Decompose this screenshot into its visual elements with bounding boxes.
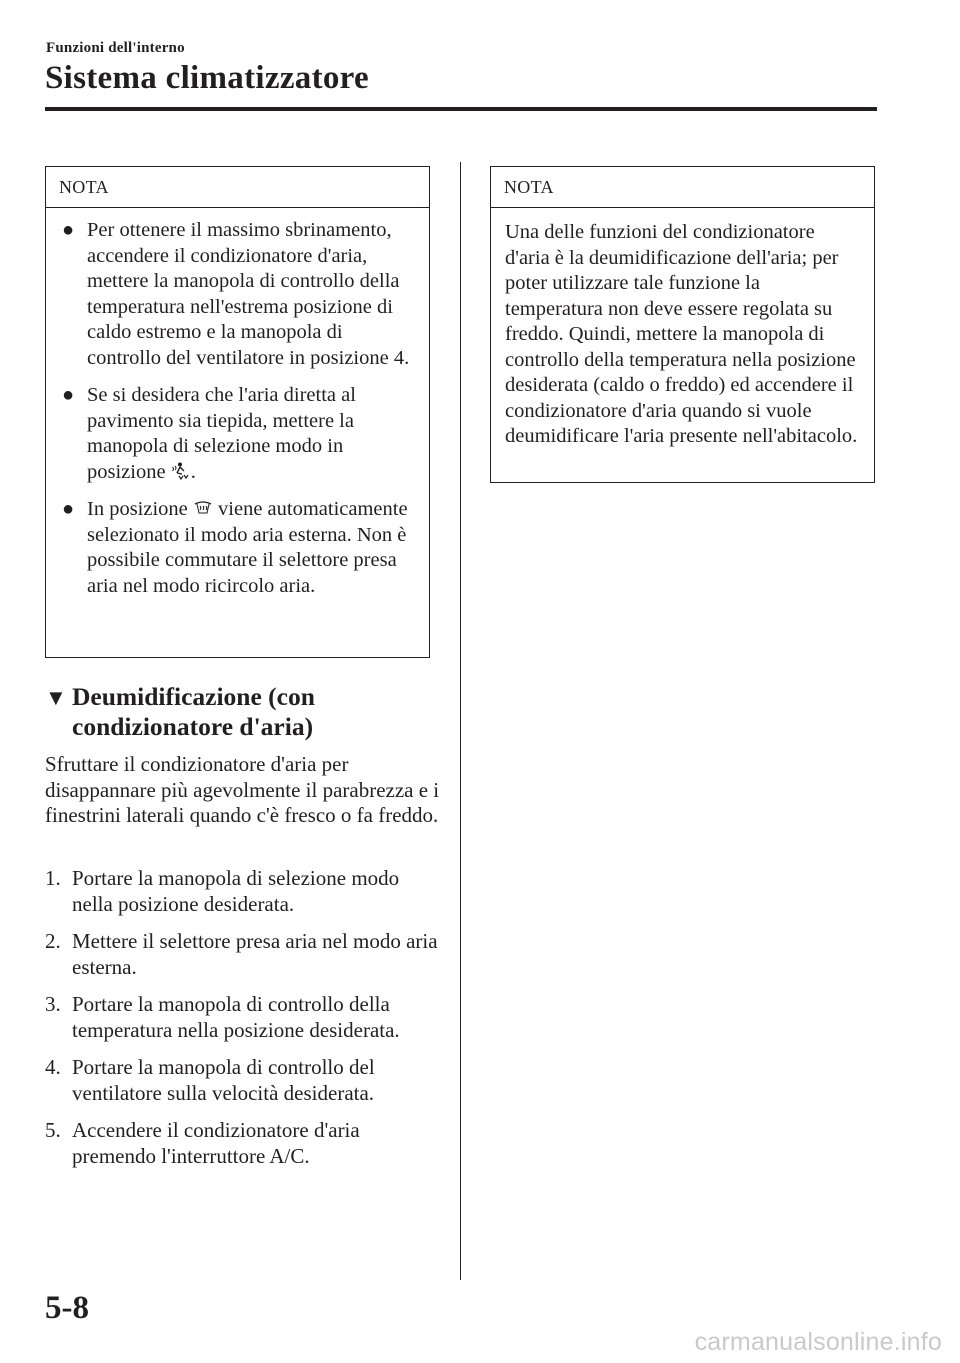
step-text: Portare la manopola di selezione modo nella posizione desiderata. xyxy=(72,866,400,916)
step-number: 2. xyxy=(45,929,61,953)
title-rule xyxy=(45,107,877,111)
note-bullet xyxy=(60,218,417,371)
step-item xyxy=(45,992,440,1043)
steps-list xyxy=(45,866,440,1181)
note-bullet-text: Per ottenere il massimo sbrinamento, accendere il condizionatore d'aria, mettere la manopola di controllo della temperatura nell'estrema posizione di caldo estremo e la manopola di controllo del ventilatore in posizione 4. xyxy=(87,219,410,369)
note-box-left xyxy=(45,166,430,658)
step-text: Portare la manopola di controllo della temperatura nella posizione desiderata. xyxy=(72,992,400,1042)
step-item xyxy=(45,866,440,917)
step-text: Accendere il condizionatore d'aria premendo l'interruttore A/C. xyxy=(72,1118,360,1168)
section-marker-icon: ▼ xyxy=(45,685,67,710)
windshield-defrost-icon xyxy=(193,499,213,517)
page-number: 5-8 xyxy=(45,1290,89,1326)
section-heading-text: Deumidificazione (con condizionatore d'aria) xyxy=(72,682,315,741)
section-label: Funzioni dell'interno xyxy=(46,40,185,56)
bullet-dot: ● xyxy=(62,219,75,241)
floor-defrost-mode-icon xyxy=(171,462,191,480)
note-heading: NOTA xyxy=(46,167,429,208)
note-box-right xyxy=(490,166,875,483)
note-bullet-text: . xyxy=(190,460,196,483)
step-item xyxy=(45,1055,440,1106)
step-number: 1. xyxy=(45,866,61,890)
note-bullet-text: viene automaticamente selezionato il modo aria esterna. Non è possibile commutare il selettore presa aria nel modo ricircolo aria. xyxy=(87,498,408,597)
note-bullet-list xyxy=(46,208,429,599)
column-divider xyxy=(460,162,461,1280)
step-item xyxy=(45,929,440,980)
step-text: Mettere il selettore presa aria nel modo aria esterna. xyxy=(72,929,438,979)
step-number: 5. xyxy=(45,1118,61,1142)
section-intro: Sfruttare il condizionatore d'aria per disappannare più agevolmente il parabrezza e i finestrini laterali quando c'è fresco o fa freddo. xyxy=(45,752,440,827)
note-bullet xyxy=(60,497,417,599)
note-bullet xyxy=(60,383,417,485)
note-bullet-text: In posizione xyxy=(87,498,188,520)
step-text: Portare la manopola di controllo del ventilatore sulla velocità desiderata. xyxy=(72,1055,375,1105)
note-bullet-text: Se si desidera che l'aria diretta al pavimento sia tiepida, mettere la manopola di selezione modo in posizione xyxy=(87,384,356,483)
bullet-dot: ● xyxy=(62,498,75,520)
section-heading xyxy=(45,682,445,742)
note-heading: NOTA xyxy=(491,167,874,208)
page-title: Sistema climatizzatore xyxy=(45,60,369,96)
step-number: 3. xyxy=(45,992,61,1016)
watermark: carmanualsonline.info xyxy=(694,1328,942,1356)
step-item xyxy=(45,1118,440,1169)
note-text: Una delle funzioni del condizionatore d'aria è la deumidificazione dell'aria; per poter utilizzare tale funzione la temperatura non deve essere regolata su freddo. Quindi, mettere la manopola di controllo della temperatura nella posizione desiderata (caldo o freddo) ed accendere il condizionatore d'aria quando si vuole deumidificare l'aria presente nell'abitacolo. xyxy=(505,221,858,447)
bullet-dot: ● xyxy=(62,384,75,406)
step-number: 4. xyxy=(45,1055,61,1079)
